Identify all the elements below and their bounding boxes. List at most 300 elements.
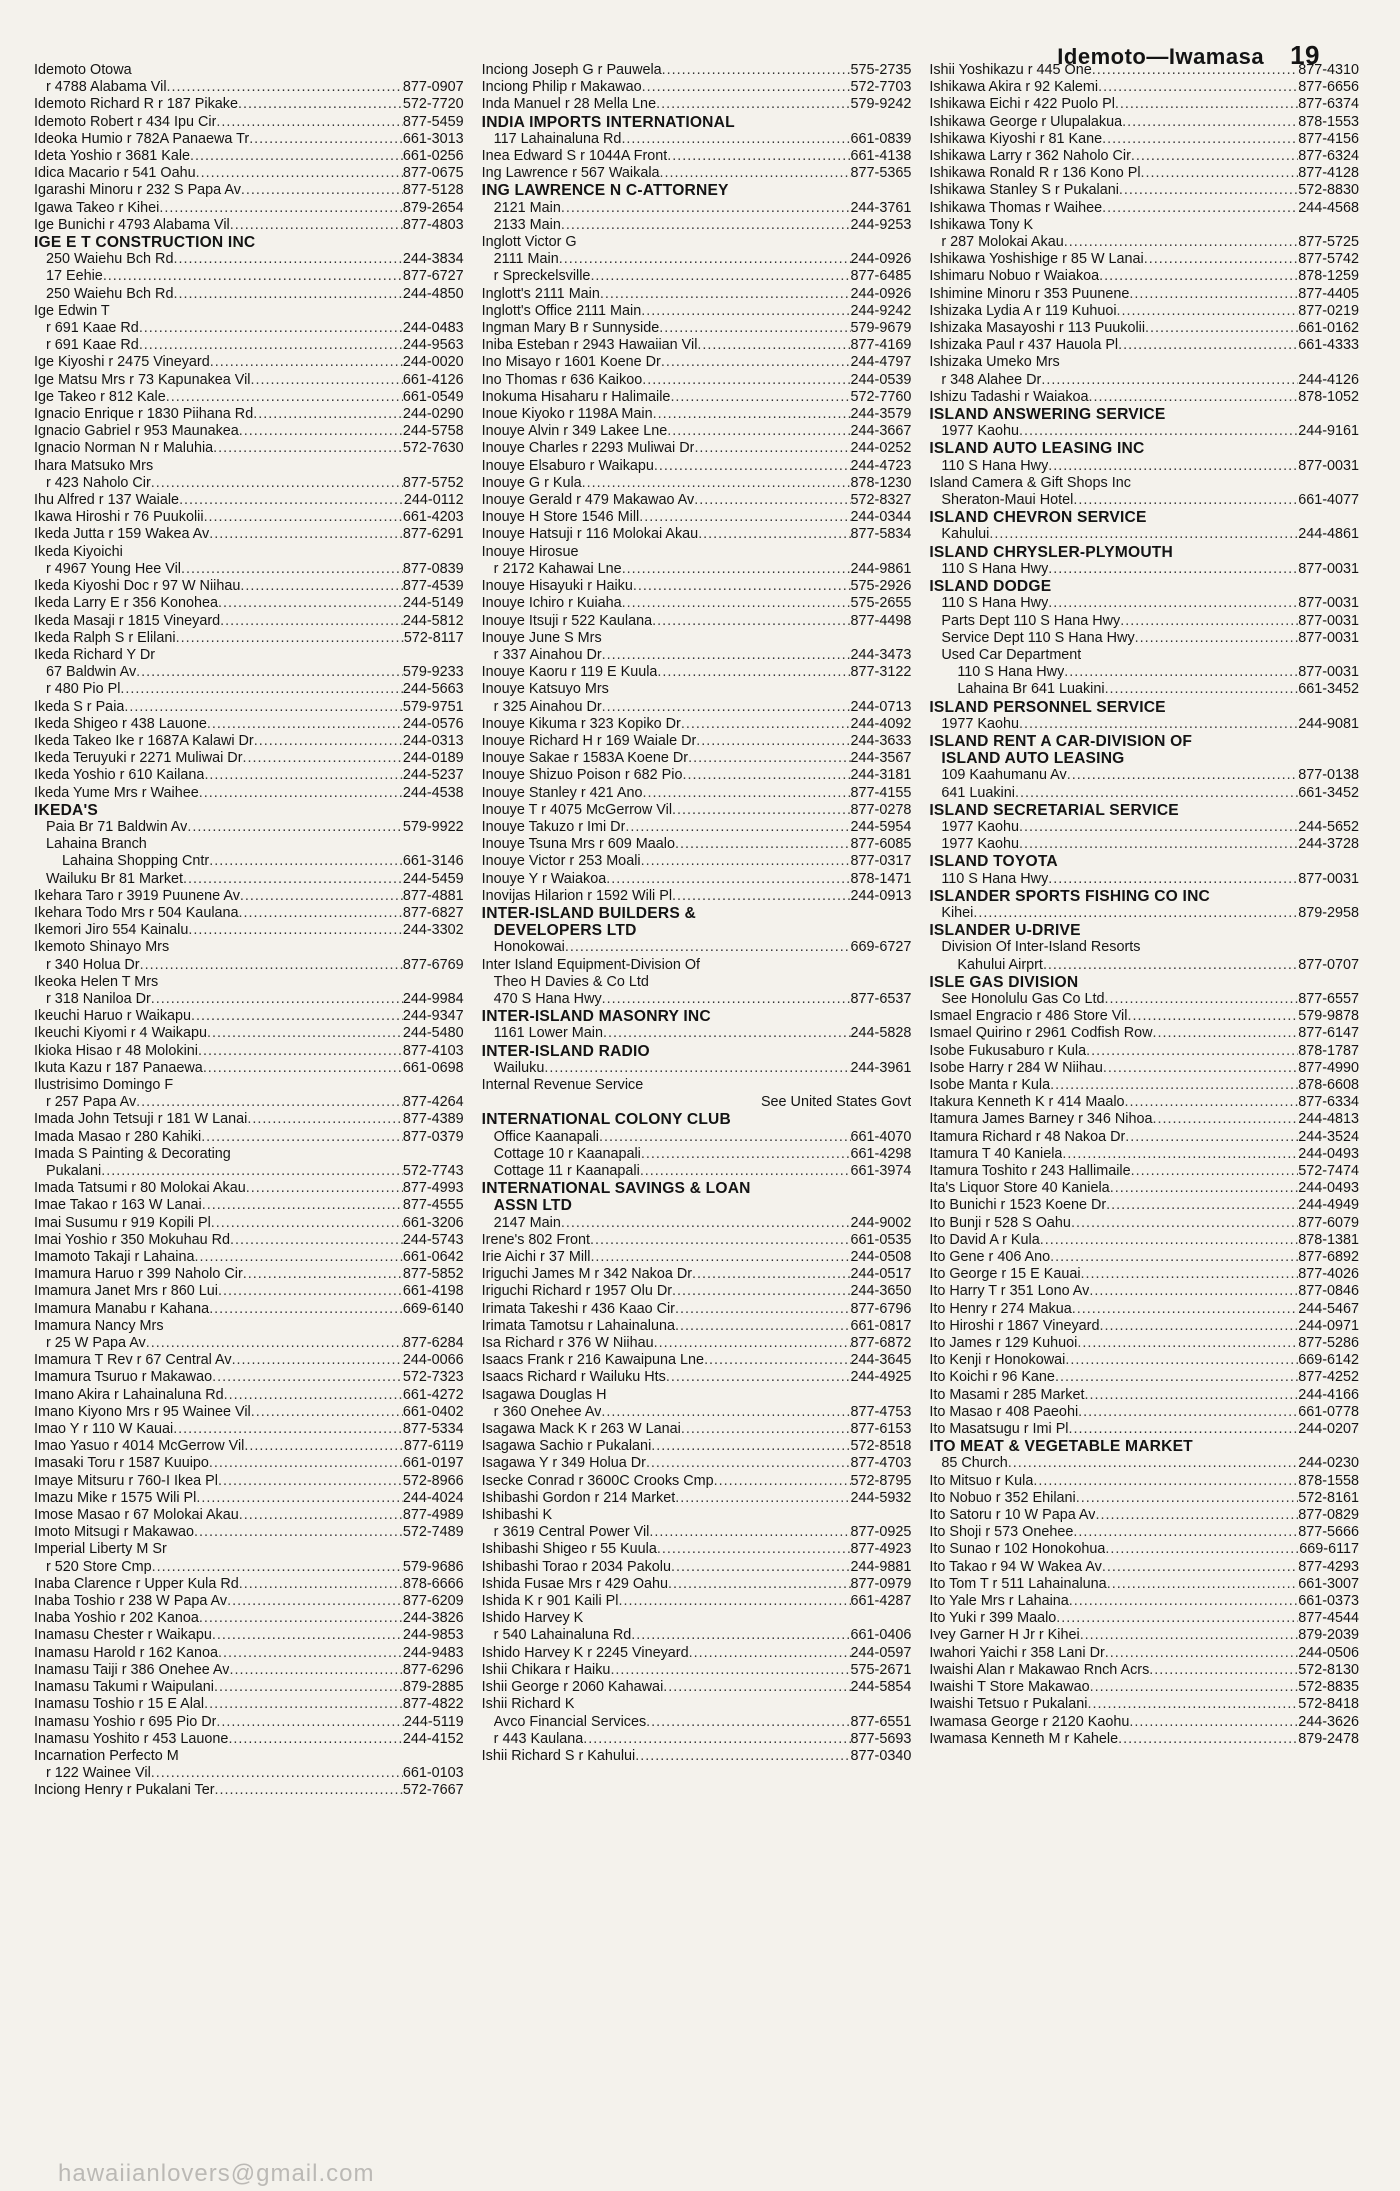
listing-entry bbox=[34, 389, 464, 406]
leader-dots bbox=[1115, 96, 1298, 113]
listing-heading bbox=[482, 922, 912, 939]
listing-name: Ishikawa Akira r 92 Kalemi bbox=[929, 79, 1099, 96]
listing-entry bbox=[482, 1490, 912, 1507]
listing-entry bbox=[34, 79, 464, 96]
listing-heading bbox=[929, 1438, 1359, 1455]
listing-phone: 877-4881 bbox=[402, 887, 464, 904]
listing-name: Ikeda Yume Mrs r Waihee bbox=[34, 784, 199, 801]
listing-phone: 244-5828 bbox=[850, 1025, 912, 1042]
listing-phone: 661-0778 bbox=[1298, 1403, 1360, 1420]
listing-phone: 244-9483 bbox=[402, 1644, 464, 1661]
leader-dots bbox=[173, 251, 402, 268]
listing-phone: 244-0252 bbox=[850, 440, 912, 457]
listing-entry bbox=[34, 1318, 464, 1335]
leader-dots bbox=[120, 681, 402, 698]
listing-name: Ikeda Kiyoshi Doc r 97 W Niihau bbox=[34, 578, 241, 595]
listing-name: Imai Yoshio r 350 Mokuhau Rd bbox=[34, 1231, 230, 1248]
listing-name: Island Camera & Gift Shops Inc bbox=[929, 474, 1131, 491]
listing-phone: 572-7474 bbox=[1298, 1163, 1360, 1179]
listing-phone: 877-5693 bbox=[850, 1730, 912, 1747]
leader-dots bbox=[1099, 268, 1298, 285]
listing-name: Ito Sunao r 102 Honokohua bbox=[929, 1541, 1106, 1558]
listing-phone: 575-2735 bbox=[850, 62, 912, 78]
listing-entry bbox=[929, 1593, 1359, 1610]
listing-entry bbox=[482, 1507, 912, 1524]
listing-entry bbox=[929, 1610, 1359, 1627]
listing-name: Ito Yuki r 399 Maalo bbox=[929, 1610, 1057, 1627]
leader-dots bbox=[661, 354, 851, 371]
listing-entry bbox=[929, 561, 1359, 578]
listing-phone: 877-5752 bbox=[402, 474, 464, 491]
leader-dots bbox=[1118, 1731, 1298, 1748]
listing-name: Ikeuchi Haruo r Waikapu bbox=[34, 1008, 192, 1025]
listing-name: Ishibashi Shigeo r 55 Kuula bbox=[481, 1541, 657, 1558]
listing-entry bbox=[34, 1249, 464, 1266]
listing-entry bbox=[482, 458, 912, 475]
leader-dots bbox=[1144, 251, 1298, 268]
listing-entry bbox=[34, 1008, 464, 1025]
listing-entry bbox=[482, 200, 912, 217]
listing-phone: 244-0576 bbox=[402, 715, 464, 732]
leader-dots bbox=[565, 939, 851, 956]
listing-phone: 244-5149 bbox=[402, 595, 464, 612]
listing-name: Inouye Alvin r 349 Lakee Lne bbox=[481, 423, 668, 440]
listing-name: DEVELOPERS LTD bbox=[493, 922, 637, 940]
listing-entry bbox=[929, 372, 1359, 389]
leader-dots bbox=[204, 509, 403, 526]
listing-phone: 877-4989 bbox=[402, 1507, 464, 1524]
leader-dots bbox=[696, 733, 850, 750]
listing-name: INTER-ISLAND BUILDERS & bbox=[481, 904, 696, 922]
listing-name: INTER-ISLAND RADIO bbox=[481, 1042, 650, 1060]
listing-phone: 877-4264 bbox=[402, 1094, 464, 1111]
leader-dots bbox=[583, 1731, 850, 1748]
leader-dots bbox=[166, 389, 403, 406]
listing-name: Ito James r 129 Kuhuoi bbox=[929, 1335, 1078, 1352]
listing-entry bbox=[482, 1662, 912, 1679]
leader-dots bbox=[199, 785, 403, 802]
listing-entry bbox=[34, 1455, 464, 1472]
leader-dots bbox=[1078, 1404, 1298, 1421]
leader-dots bbox=[124, 699, 402, 716]
listing-name: Ito Gene r 406 Ano bbox=[929, 1249, 1051, 1266]
listing-name: Ito Nobuo r 352 Ehilani bbox=[929, 1489, 1076, 1506]
listing-name: Inciong Joseph G r Pauwela bbox=[481, 62, 662, 78]
listing-name: Ito Tom T r 511 Lahainaluna bbox=[929, 1575, 1107, 1592]
listing-phone: 877-4156 bbox=[1298, 130, 1360, 147]
listing-entry bbox=[34, 1094, 464, 1111]
leader-dots bbox=[246, 1180, 403, 1197]
listing-name: Iwahori Yaichi r 358 Lani Dr bbox=[929, 1644, 1105, 1661]
leader-dots bbox=[660, 165, 851, 182]
listing-name: Inamasu Harold r 162 Kanoa bbox=[34, 1644, 218, 1661]
listing-phone: 244-3667 bbox=[850, 423, 912, 440]
listing-name: ING LAWRENCE N C-ATTORNEY bbox=[481, 182, 729, 200]
listing-phone: 661-4203 bbox=[402, 509, 464, 526]
listing-phone: 877-0907 bbox=[402, 79, 464, 96]
listing-entry bbox=[929, 1180, 1359, 1197]
listing-phone: 244-9347 bbox=[402, 1008, 464, 1025]
listing-name: Inouye Katsuyo Mrs bbox=[481, 681, 609, 698]
listing-heading bbox=[929, 733, 1359, 750]
listing-entry bbox=[482, 1369, 912, 1386]
listing-phone: 244-3961 bbox=[850, 1059, 912, 1076]
listing-phone: 661-0817 bbox=[850, 1317, 912, 1334]
listing-phone: 877-5742 bbox=[1298, 251, 1360, 268]
leader-dots bbox=[203, 1060, 403, 1077]
listing-name: Inoue Kiyoko r 1198A Main bbox=[481, 406, 653, 423]
listing-name: 250 Waiehu Bch Rd bbox=[46, 251, 174, 268]
listing-entry bbox=[482, 1645, 912, 1662]
listing-phone: 572-7760 bbox=[850, 388, 912, 405]
listing-phone: 572-8830 bbox=[1298, 182, 1360, 199]
listing-name: Inouye Richard H r 169 Waiale Dr bbox=[481, 732, 697, 749]
listing-heading bbox=[929, 509, 1359, 526]
leader-dots bbox=[239, 423, 403, 440]
listing-phone: 572-7667 bbox=[402, 1782, 464, 1799]
listing-name: r 4788 Alabama Vil bbox=[46, 79, 167, 96]
listing-name: Pukalani bbox=[46, 1163, 102, 1179]
listing-phone: 572-7703 bbox=[850, 79, 912, 96]
leader-dots bbox=[1073, 1524, 1298, 1541]
listing-phone: 244-0112 bbox=[403, 492, 464, 509]
leader-dots bbox=[688, 750, 850, 767]
listing-entry bbox=[929, 1146, 1359, 1163]
listing-phone: 579-9922 bbox=[402, 818, 464, 835]
listing-name: Ito Masao r 408 Paeohi bbox=[929, 1403, 1079, 1420]
listing-phone: 661-0642 bbox=[402, 1249, 464, 1266]
listing-phone: 572-7630 bbox=[402, 440, 464, 457]
leader-dots bbox=[672, 1283, 850, 1300]
listing-entry bbox=[929, 1731, 1359, 1748]
leader-dots bbox=[1048, 871, 1298, 888]
listing-entry bbox=[34, 785, 464, 802]
listing-name: Inouye Kikuma r 323 Kopiko Dr bbox=[481, 715, 681, 732]
listing-name: Ishibashi Gordon r 214 Market bbox=[481, 1489, 676, 1506]
listing-name: Ito George r 15 E Kauai bbox=[929, 1266, 1081, 1283]
listing-phone: 877-0317 bbox=[850, 853, 912, 870]
listing-phone: 877-5334 bbox=[402, 1421, 464, 1438]
listing-entry bbox=[34, 1352, 464, 1369]
listing-entry bbox=[34, 1645, 464, 1662]
listing-entry bbox=[482, 165, 912, 182]
listing-name: Imoto Mitsugi r Makawao bbox=[34, 1524, 194, 1541]
listing-entry bbox=[929, 337, 1359, 354]
listing-name: Ikeda Kiyoichi bbox=[34, 543, 123, 560]
listing-phone: 877-4155 bbox=[850, 784, 912, 801]
listing-name: Ito Bunji r 528 S Oahu bbox=[929, 1214, 1071, 1231]
listing-phone: 244-0483 bbox=[402, 320, 464, 337]
listing-phone: 877-6153 bbox=[850, 1421, 912, 1438]
listing-entry bbox=[34, 217, 464, 234]
listing-entry bbox=[482, 217, 912, 234]
listing-entry bbox=[929, 647, 1359, 664]
listing-phone: 244-0506 bbox=[1298, 1644, 1360, 1661]
listing-entry bbox=[482, 957, 912, 974]
leader-dots bbox=[694, 492, 850, 509]
listing-phone: 877-4498 bbox=[850, 612, 912, 629]
listing-entry bbox=[482, 1524, 912, 1541]
leader-dots bbox=[151, 991, 403, 1008]
listing-entry bbox=[482, 819, 912, 836]
leader-dots bbox=[1089, 389, 1299, 406]
listing-phone: 579-9686 bbox=[402, 1558, 464, 1575]
leader-dots bbox=[1105, 991, 1299, 1008]
listing-entry bbox=[34, 871, 464, 888]
listing-entry bbox=[482, 1249, 912, 1266]
listing-heading bbox=[929, 578, 1359, 595]
listing-name: Ishikawa Yoshishige r 85 W Lanai bbox=[929, 251, 1144, 268]
listing-phone: 244-9881 bbox=[850, 1558, 912, 1575]
listing-name: Ito Harry T r 351 Lono Av bbox=[929, 1283, 1090, 1300]
leader-dots bbox=[1050, 1249, 1298, 1266]
listing-name: Imose Masao r 67 Molokai Akau bbox=[34, 1507, 239, 1524]
listing-name: Ishii George r 2060 Kahawai bbox=[481, 1679, 664, 1696]
leader-dots bbox=[671, 1559, 851, 1576]
listing-entry bbox=[482, 1610, 912, 1627]
listing-phone: 579-9233 bbox=[402, 664, 464, 681]
leader-dots bbox=[191, 1008, 403, 1025]
listing-name: Ikeda Richard Y Dr bbox=[34, 646, 156, 663]
listing-entry bbox=[34, 767, 464, 784]
listing-name: Ino Thomas r 636 Kaikoo bbox=[481, 371, 643, 388]
listing-phone: 244-9081 bbox=[1298, 715, 1360, 732]
leader-dots bbox=[209, 853, 403, 870]
leader-dots bbox=[642, 79, 851, 96]
listing-entry bbox=[929, 613, 1359, 630]
listing-phone: 572-8518 bbox=[850, 1438, 912, 1455]
listing-entry bbox=[482, 79, 912, 96]
listing-entry bbox=[929, 286, 1359, 303]
listing-entry bbox=[929, 1559, 1359, 1576]
listing-phone: 877-6209 bbox=[402, 1593, 464, 1610]
listing-phone: 244-4861 bbox=[1298, 526, 1360, 543]
listing-name: 1977 Kaohu bbox=[941, 423, 1019, 440]
listing-entry bbox=[34, 974, 464, 991]
listing-entry bbox=[929, 716, 1359, 733]
listing-heading bbox=[34, 234, 464, 251]
leader-dots bbox=[602, 699, 851, 716]
listing-name: 17 Eehie bbox=[46, 268, 103, 285]
listing-name: Ishizaka Masayoshi r 113 Puukolii bbox=[929, 320, 1146, 337]
listing-entry bbox=[34, 1559, 464, 1576]
listing-name: Imai Susumu r 919 Kopili Pl bbox=[34, 1214, 211, 1231]
listing-name: r 337 Ainahou Dr bbox=[493, 646, 602, 663]
listing-phone: 877-5286 bbox=[1298, 1335, 1360, 1352]
listing-name: Ivey Garner H Jr r Kihei bbox=[929, 1627, 1080, 1644]
listing-entry bbox=[929, 1369, 1359, 1386]
listing-name: Imao Yasuo r 4014 McGerrow Vil bbox=[34, 1438, 245, 1455]
listing-heading bbox=[929, 802, 1359, 819]
listing-entry bbox=[34, 664, 464, 681]
listing-phone: 244-3645 bbox=[850, 1352, 912, 1369]
leader-dots bbox=[1129, 1714, 1298, 1731]
listing-entry bbox=[482, 96, 912, 113]
listing-heading bbox=[929, 440, 1359, 457]
listing-entry bbox=[34, 286, 464, 303]
listing-phone: 244-9563 bbox=[402, 337, 464, 354]
listing-phone: 877-6485 bbox=[850, 268, 912, 285]
listing-phone: 244-0597 bbox=[850, 1644, 912, 1661]
listing-name: Inamasu Yoshito r 453 Lauone bbox=[34, 1730, 229, 1747]
leader-dots bbox=[1019, 819, 1298, 836]
listing-entry bbox=[34, 561, 464, 578]
leader-dots bbox=[659, 320, 850, 337]
leader-dots bbox=[602, 647, 851, 664]
listing-entry bbox=[482, 1593, 912, 1610]
listing-name: r 480 Pio Pl bbox=[46, 681, 121, 698]
listing-entry bbox=[482, 251, 912, 268]
listing-entry bbox=[929, 1490, 1359, 1507]
listing-name: Inouye Kaoru r 119 E Kuula bbox=[481, 664, 658, 681]
listing-phone: 877-6557 bbox=[1298, 990, 1360, 1007]
listing-entry bbox=[34, 268, 464, 285]
listing-phone: 572-8795 bbox=[850, 1472, 912, 1489]
listing-name: r 318 Naniloa Dr bbox=[46, 990, 151, 1007]
leader-dots bbox=[152, 1559, 403, 1576]
leader-dots bbox=[1103, 1060, 1298, 1077]
leader-dots bbox=[1069, 1593, 1298, 1610]
listing-name: Imamoto Takaji r Lahaina bbox=[34, 1249, 195, 1266]
listing-name: Ishii Richard S r Kahului bbox=[481, 1747, 636, 1764]
listing-phone: 244-3579 bbox=[850, 406, 912, 423]
leader-dots bbox=[1073, 492, 1298, 509]
listing-name: Idemoto Robert r 434 Ipu Cir bbox=[34, 113, 217, 130]
listing-entry bbox=[482, 1438, 912, 1455]
listing-name: Inouye Stanley r 421 Ano bbox=[481, 784, 643, 801]
listing-phone: 877-0031 bbox=[1298, 457, 1360, 474]
leader-dots bbox=[652, 613, 850, 630]
listing-phone: 244-9253 bbox=[850, 216, 912, 233]
leader-dots bbox=[1019, 836, 1298, 853]
listing-name: Itakura Kenneth K r 414 Maalo bbox=[929, 1094, 1125, 1111]
listing-heading bbox=[929, 750, 1359, 767]
listing-phone: 877-6079 bbox=[1298, 1214, 1360, 1231]
leader-dots bbox=[173, 1421, 403, 1438]
listing-entry bbox=[34, 475, 464, 492]
listing-name: Iwaishi Alan r Makawao Rnch Acrs bbox=[929, 1661, 1150, 1678]
leader-dots bbox=[209, 1301, 403, 1318]
leader-dots bbox=[239, 1576, 403, 1593]
listing-name: Inaba Clarence r Upper Kula Rd bbox=[34, 1575, 239, 1592]
leader-dots bbox=[224, 1387, 403, 1404]
listing-name: r 25 W Papa Av bbox=[46, 1335, 146, 1352]
listing-entry bbox=[482, 440, 912, 457]
leader-dots bbox=[1069, 1421, 1299, 1438]
listing-phone: 878-6666 bbox=[402, 1575, 464, 1592]
listing-name: Iwaishi Tetsuo r Pukalani bbox=[929, 1696, 1088, 1713]
listing-name: Ito Masami r 285 Market bbox=[929, 1386, 1085, 1403]
listing-entry bbox=[929, 1318, 1359, 1335]
listing-phone: 244-5932 bbox=[850, 1489, 912, 1506]
listing-entry bbox=[929, 1696, 1359, 1713]
listing-phone: 877-0340 bbox=[850, 1747, 912, 1764]
listing-entry bbox=[34, 320, 464, 337]
listing-phone: 244-0189 bbox=[402, 750, 464, 767]
listing-columns bbox=[34, 62, 1359, 2132]
listing-entry bbox=[929, 1576, 1359, 1593]
listing-name: Ikehara Todo Mrs r 504 Kaulana bbox=[34, 904, 239, 921]
leader-dots bbox=[103, 268, 403, 285]
leader-dots bbox=[251, 372, 403, 389]
leader-dots bbox=[1125, 1094, 1299, 1111]
listing-entry bbox=[929, 458, 1359, 475]
leader-dots bbox=[610, 1662, 850, 1679]
listing-name: INDIA IMPORTS INTERNATIONAL bbox=[481, 113, 735, 131]
leader-dots bbox=[640, 1163, 851, 1180]
listing-entry bbox=[482, 1627, 912, 1644]
listing-phone: 244-4723 bbox=[850, 457, 912, 474]
listing-name: Imamura Haruo r 399 Naholo Cir bbox=[34, 1266, 243, 1283]
listing-entry bbox=[929, 475, 1359, 492]
listing-entry bbox=[482, 613, 912, 630]
listing-entry bbox=[34, 939, 464, 956]
leader-dots bbox=[666, 1369, 851, 1386]
listing-phone: 877-6537 bbox=[850, 990, 912, 1007]
leader-dots bbox=[1105, 1645, 1298, 1662]
leader-dots bbox=[1090, 1679, 1299, 1696]
listing-name: Inglott Victor G bbox=[481, 234, 577, 251]
listing-phone: 661-0373 bbox=[1298, 1593, 1360, 1610]
listing-name: ISLAND ANSWERING SERVICE bbox=[929, 406, 1166, 424]
listing-name: Ikeoka Helen T Mrs bbox=[34, 973, 159, 990]
listing-entry bbox=[34, 716, 464, 733]
listing-name: Ige Takeo r 812 Kale bbox=[34, 388, 166, 405]
leader-dots bbox=[646, 1455, 851, 1472]
leader-dots bbox=[1127, 1008, 1298, 1025]
listing-phone: 877-6892 bbox=[1298, 1249, 1360, 1266]
leader-dots bbox=[199, 1610, 403, 1627]
listing-name: 470 S Hana Hwy bbox=[493, 990, 602, 1007]
listing-name: Ishizu Tadashi r Waiakoa bbox=[929, 388, 1089, 405]
listing-column-1 bbox=[34, 62, 464, 2132]
listing-name: Parts Dept 110 S Hana Hwy bbox=[941, 612, 1121, 629]
listing-phone: 244-0926 bbox=[850, 285, 912, 302]
listing-phone: 661-0256 bbox=[402, 148, 464, 165]
listing-phone: 879-2885 bbox=[402, 1679, 464, 1696]
listing-name: Ishikawa Stanley S r Pukalani bbox=[929, 182, 1119, 199]
listing-entry bbox=[482, 853, 912, 870]
leader-dots bbox=[243, 1266, 403, 1283]
listing-entry bbox=[929, 182, 1359, 199]
listing-phone: 877-4169 bbox=[850, 337, 912, 354]
listing-name: Irimata Tamotsu r Lahainaluna bbox=[481, 1317, 675, 1334]
leader-dots bbox=[159, 200, 403, 217]
listing-phone: 579-9679 bbox=[850, 320, 912, 337]
listing-name: Ishikawa Larry r 362 Naholo Cir bbox=[929, 148, 1131, 165]
listing-phone: 244-0713 bbox=[850, 698, 912, 715]
listing-entry bbox=[34, 96, 464, 113]
listing-entry bbox=[929, 1215, 1359, 1232]
listing-phone: 572-8966 bbox=[402, 1472, 464, 1489]
listing-entry bbox=[34, 750, 464, 767]
listing-entry bbox=[34, 1146, 464, 1163]
listing-phone: 579-9751 bbox=[402, 698, 464, 715]
listing-name: Imae Takao r 163 W Lanai bbox=[34, 1197, 202, 1214]
listing-name: 110 S Hana Hwy bbox=[941, 595, 1049, 612]
listing-phone: 661-0549 bbox=[402, 388, 464, 405]
listing-phone: 244-3567 bbox=[850, 750, 912, 767]
listing-phone: 661-0162 bbox=[1298, 320, 1360, 337]
listing-name: Service Dept 110 S Hana Hwy bbox=[941, 629, 1135, 646]
listing-name: Ito Shoji r 573 Onehee bbox=[929, 1524, 1074, 1541]
listing-entry bbox=[34, 1163, 464, 1180]
listing-name: Inciong Philip r Makawao bbox=[481, 79, 642, 96]
listing-entry bbox=[482, 337, 912, 354]
listing-name: Inouye Itsuji r 522 Kaulana bbox=[481, 612, 653, 629]
listing-phone: 244-5663 bbox=[402, 681, 464, 698]
listing-name: Paia Br 71 Baldwin Av bbox=[46, 818, 188, 835]
